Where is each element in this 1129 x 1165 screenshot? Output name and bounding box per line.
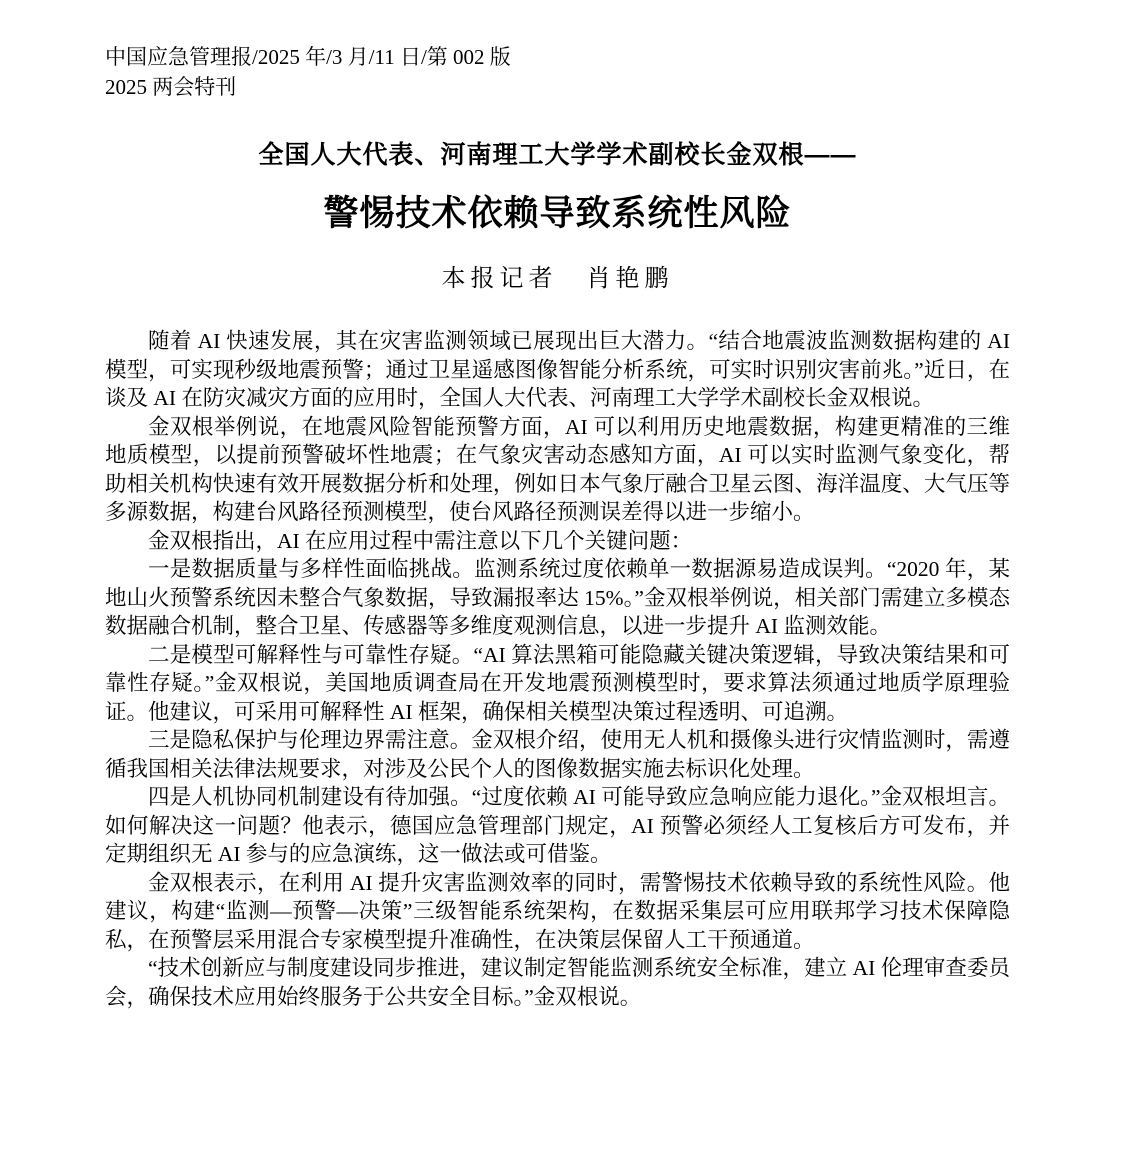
article-paragraph-3: 金双根指出，AI 在应用过程中需注意以下几个关键问题： bbox=[148, 528, 693, 553]
article-paragraph-4: 一是数据质量与多样性面临挑战。监测系统过度依赖单一数据源易造成误判。“2020 年，某地山火预警系统因未整合气象数据，导致漏报率达 15%。”金双根举例说，相关部门需建立多模态数据融合机制，整合卫星、传感器等多维度观测信息，以进一步提升 AI 监测效能。 bbox=[105, 557, 1010, 638]
article-paragraph-7: 四是人机协同机制建设有待加强。“过度依赖 AI 可能导致应急响应能力退化。”金双根坦言。如何解决这一问题？他表示，德国应急管理部门规定，AI 预警必须经人工复核后方可发布，并定期组织无 AI 参与的应急演练，这一做法或可借鉴。 bbox=[105, 785, 1010, 866]
article-paragraph-2: 金双根举例说，在地震风险智能预警方面，AI 可以利用历史地震数据，构建更精准的三维地质模型，以提前预警破坏性地震；在气象灾害动态感知方面，AI 可以实时监测气象变化，帮助相关机构快速有效开展数据分析和处理，例如日本气象厅融合卫星云图、海洋温度、大气压等多源数据，构建台风路径预测模型，使台风路径预测误差得以进一步缩小。 bbox=[105, 414, 1010, 524]
article-kicker: 全国人大代表、河南理工大学学术副校长金双根—— bbox=[258, 141, 857, 169]
article-paragraph-8: 金双根表示，在利用 AI 提升灾害监测效率的同时，需警惕技术依赖导致的系统性风险。他建议，构建“监测—预警—决策”三级智能系统架构，在数据采集层可应用联邦学习技术保障隐私，在预警层采用混合专家模型提升准确性，在决策层保留人工干预通道。 bbox=[105, 870, 1010, 952]
article-paragraph-1: 随着 AI 快速发展，其在灾害监测领域已展现出巨大潜力。“结合地震波监测数据构建的 AI 模型，可实现秒级地震预警；通过卫星遥感图像智能分析系统，可实时识别灾害前兆。”近日，在谈及 AI 在防灾减灾方面的应用时，全国人大代表、河南理工大学学术副校长金双根说。 bbox=[105, 329, 1010, 410]
article-title: 警惕技术依赖导致系统性风险 bbox=[323, 194, 792, 233]
article-body bbox=[105, 327, 1010, 1011]
article-byline: 本报记者 肖艳鹏 bbox=[441, 266, 674, 292]
article-paragraph-9: “技术创新应与制度建设同步推进，建议制定智能监测系统安全标准，建立 AI 伦理审查委员会，确保技术应用始终服务于公共安全目标。”金双根说。 bbox=[105, 956, 1010, 1009]
article-paragraph-5: 二是模型可解释性与可靠性存疑。“AI 算法黑箱可能隐藏关键决策逻辑，导致决策结果和可靠性存疑。”金双根说，美国地质调查局在开发地震预测模型时，要求算法须通过地质学原理验证。他建议，可采用可解释性 AI 框架，确保相关模型决策过程透明、可追溯。 bbox=[105, 642, 1010, 724]
masthead-edition: 2025 两会特刊 bbox=[105, 75, 237, 99]
article-paragraph-6: 三是隐私保护与伦理边界需注意。金双根介绍，使用无人机和摄像头进行灾情监测时，需遵循我国相关法律法规要求，对涉及公民个人的图像数据实施去标识化处理。 bbox=[105, 728, 1010, 781]
masthead-source-date: 中国应急管理报/2025 年/3 月/11 日/第 002 版 bbox=[105, 45, 511, 69]
masthead bbox=[105, 42, 1010, 102]
